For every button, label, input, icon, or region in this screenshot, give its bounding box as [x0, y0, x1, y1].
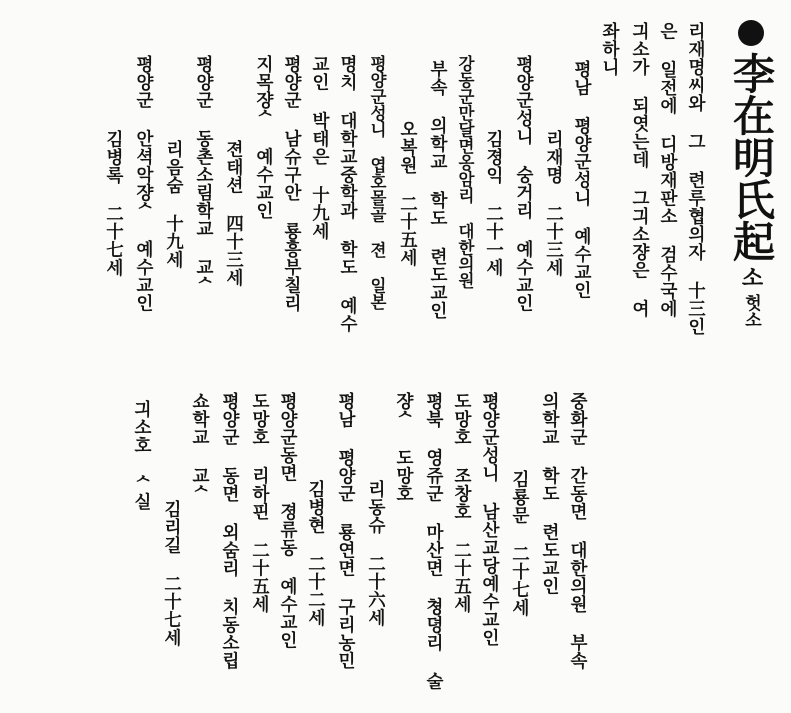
- entry-line: 강동군만달면옹암리 대한의원: [455, 55, 475, 289]
- entry-line: 김리길 二十七세: [161, 500, 182, 647]
- entry-line: 지목쟝ᄉ 예수교인: [253, 55, 274, 220]
- entry-line: 평양군 동촌소림학교 교ᄉ: [193, 55, 214, 294]
- intro-line: 은 일전에 디방재판소 검수국에: [657, 22, 678, 318]
- intro-line: 리재명씨와 그 련루협의자 十三인: [685, 22, 706, 336]
- entry-line: 의학교 학도 련도교인: [539, 392, 560, 595]
- entry-line: 평양군동면 졍류동 예수교인: [277, 392, 298, 649]
- entry-line: 오복원 二十五세: [397, 120, 418, 267]
- entry-line: 평양군성니 남산교당예수교인: [479, 392, 500, 647]
- intro-line: 긔소가 되엿는데 그긔소쟝은 여: [629, 22, 650, 318]
- entry-line: 명치 대학교중학과 학도 예수: [337, 55, 358, 333]
- entry-line: 평남 평양군성니 예수교인: [571, 60, 592, 299]
- entry-line: 도망호 리하핀 二十五세: [249, 392, 270, 613]
- headline-subtitle: 헛소: [741, 294, 761, 328]
- headline-name: 李在明氏起: [727, 52, 776, 262]
- entry-line: 평남 평양군 룡연면 구리농민: [335, 392, 356, 670]
- headline-suffix: 소: [738, 266, 764, 288]
- intro-line: 좌하니: [599, 22, 620, 76]
- entry-line: 리음숨 十九세: [163, 140, 184, 269]
- entry-line: 김병록 二十七세: [103, 130, 124, 277]
- bullet-icon: [738, 20, 764, 46]
- entry-line: 평양군 동면 외숨리 치동소립: [219, 392, 240, 670]
- entry-line: 리동슈 二十六세: [365, 480, 386, 627]
- entry-line: 리재명 二十三세: [543, 130, 564, 277]
- entry-line: 평북 영쥬군 마산면 쳥뎡리 술: [423, 392, 444, 690]
- entry-line: 평양군성니 숭거리 예수교인: [513, 55, 534, 312]
- entry-line: 평양군 남슈구안 룡흥부칠리: [281, 55, 302, 312]
- entry-line: 김병현 二十二세: [305, 480, 326, 627]
- entry-line: 부속 의학교 학도 련도교인: [427, 60, 448, 320]
- entry-line: 쟝ᄉ 도망호: [393, 392, 414, 503]
- entry-line: 김룡문 二十七세: [509, 470, 530, 617]
- entry-line: 평양군 안셕악쟝ᄉ 예수교인: [133, 55, 154, 312]
- entry-line: 긔소호 ᄉ실: [131, 400, 152, 511]
- entry-line: 중화군 간동면 대한의원 부속: [567, 392, 588, 670]
- entry-line: 김졍익 二十一세: [483, 130, 504, 277]
- entry-line: 도망호 조창호 二十五세: [451, 392, 472, 613]
- entry-line: 교인 박태은 十九세: [309, 55, 330, 240]
- entry-line: 젼태션 四十三세: [223, 140, 244, 287]
- entry-line: 평양군성니 엽호몰골 젼 일본: [367, 55, 387, 310]
- entry-line: 쇼학교 교ᄉ: [189, 392, 210, 503]
- article-headline: [727, 20, 776, 328]
